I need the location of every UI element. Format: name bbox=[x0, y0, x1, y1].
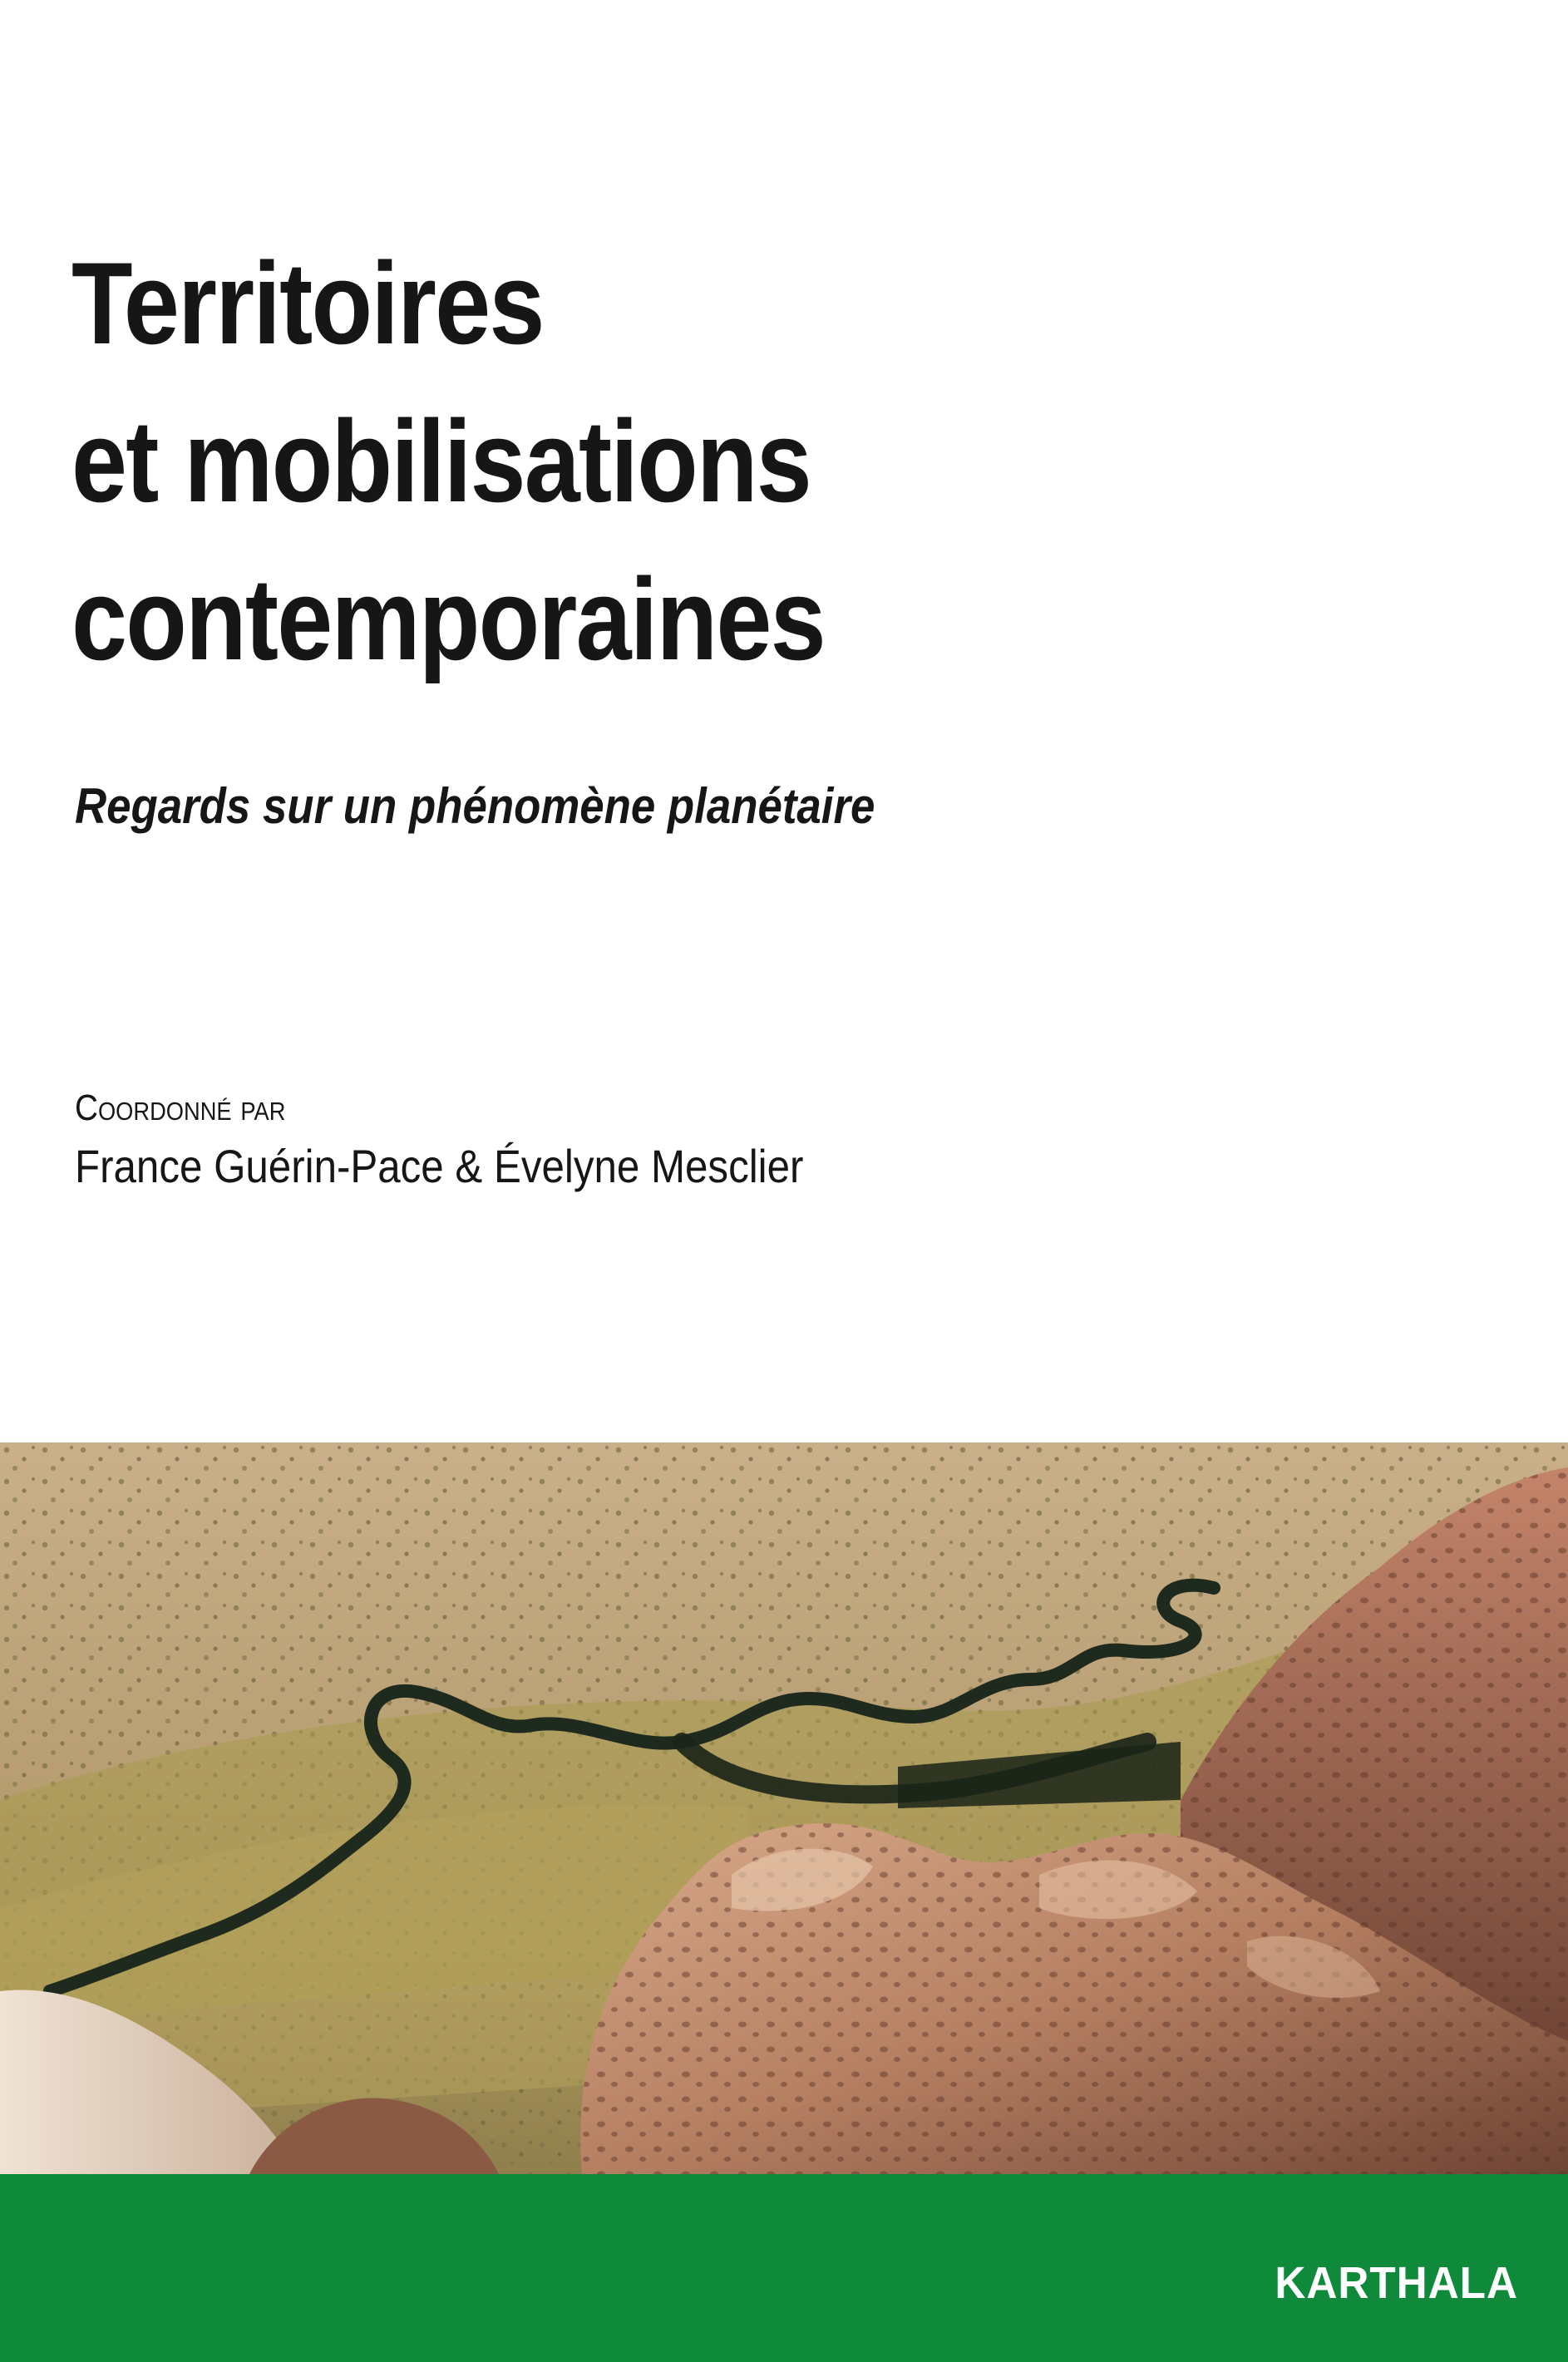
title-line-3: contemporaines bbox=[71, 554, 825, 684]
publisher-name: KARTHALA bbox=[1275, 2258, 1518, 2308]
title-line-2: et mobilisations bbox=[71, 396, 811, 526]
book-subtitle: Regards sur un phénomène planétaire bbox=[75, 778, 875, 834]
title-line-1: Territoires bbox=[71, 238, 544, 368]
book-title bbox=[71, 224, 1485, 698]
landscape-photo bbox=[0, 1442, 1568, 2174]
landscape-illustration bbox=[0, 1442, 1568, 2174]
coordinated-by-label: Coordonné par bbox=[75, 1087, 286, 1128]
authors: France Guérin-Pace & Évelyne Mesclier bbox=[75, 1140, 804, 1192]
